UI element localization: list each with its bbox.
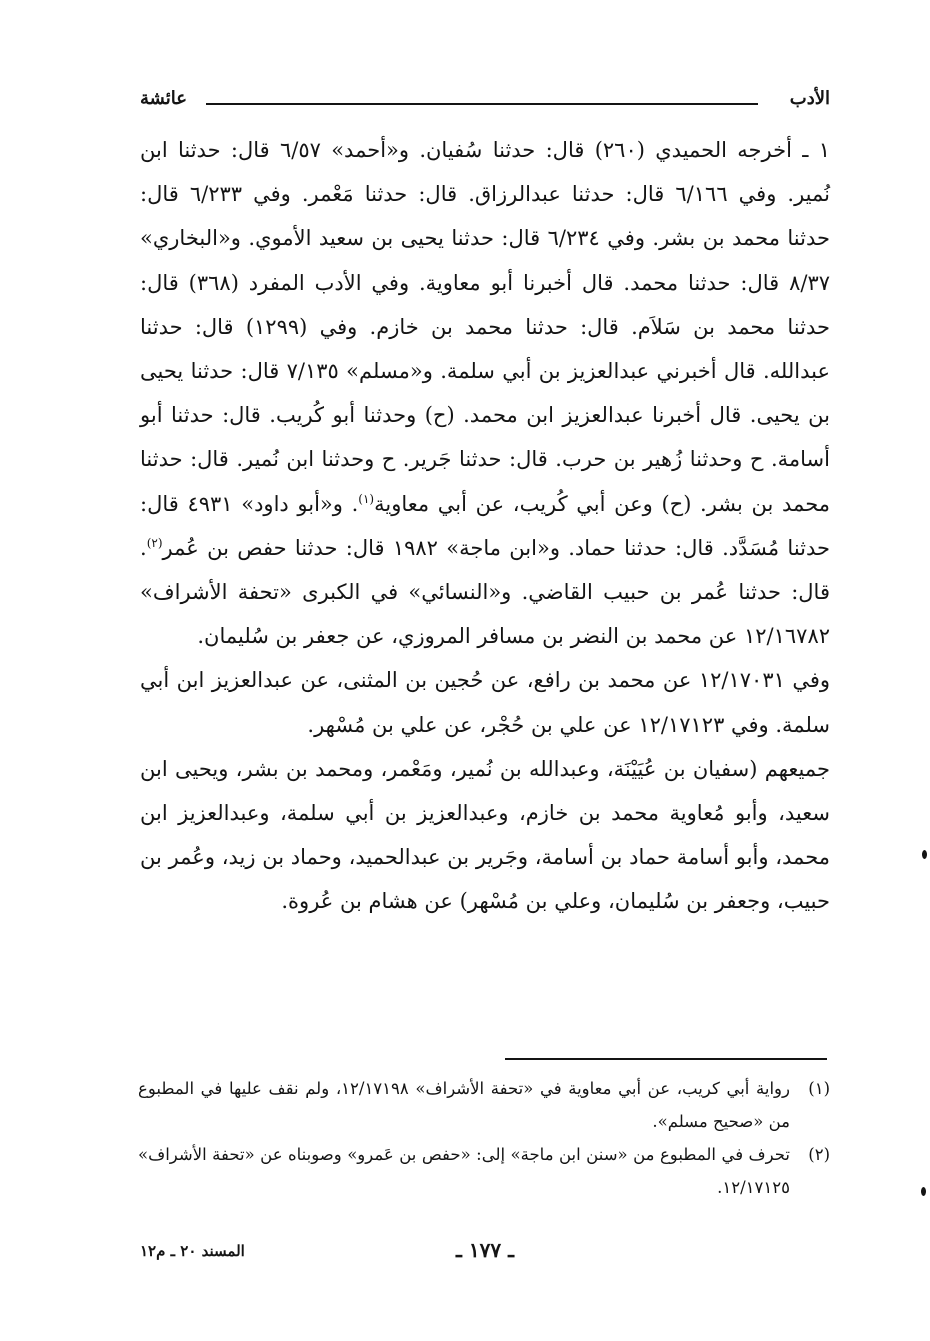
footnote-1 bbox=[138, 1072, 830, 1138]
footnote-text: تحرف في المطبوع من «سنن ابن ماجة» إلى: «حفص بن عَمرو» وصوبناه عن «تحفة الأشراف» ١٢/١٧١٢٥. bbox=[138, 1145, 790, 1197]
running-head bbox=[140, 88, 830, 122]
footnote-text: رواية أبي كريب، عن أبي معاوية في «تحفة الأشراف» ١٢/١٧١٩٨، ولم نقف عليها في المطبوع من «صحيح مسلم». bbox=[138, 1079, 790, 1131]
footnotes bbox=[138, 1072, 830, 1204]
page-number: ـ ١٧٧ ـ bbox=[456, 1238, 514, 1262]
scan-speck bbox=[921, 1187, 926, 1196]
page-footer bbox=[140, 1238, 830, 1268]
footnote-2 bbox=[138, 1138, 830, 1204]
paragraph-text: . و«أبو داود» ٤٩٣١ قال: حدثنا مُسَدَّد. قال: حدثنا حماد. و«ابن ماجة» ١٩٨٢ قال: حدثنا حفص بن عُمر bbox=[140, 491, 830, 560]
paragraph-text: . قال: حدثنا عُمر بن حبيب القاضي. و«النسائي» في الكبرى «تحفة الأشراف» ١٢/١٦٧٨٢ عن محمد بن النضر بن مسافر المروزي، عن جعفر بن سُليمان. bbox=[140, 535, 830, 649]
footnote-number: (٢) bbox=[808, 1145, 830, 1164]
main-text bbox=[140, 128, 830, 924]
hadith-paragraph-2: وفي ١٢/١٧٠٣١ عن محمد بن رافع، عن حُجين بن المثنى، عن عبدالعزيز ابن أبي سلمة. وفي ١٢/١٧١٢٣ عن علي بن حُجْر، عن علي بن مُسْهر. bbox=[140, 668, 831, 737]
hadith-paragraph-1 bbox=[140, 128, 830, 658]
footnote-separator bbox=[505, 1058, 827, 1060]
header-rule bbox=[206, 103, 758, 105]
scan-speck bbox=[922, 850, 927, 859]
footnote-number: (١) bbox=[808, 1079, 830, 1098]
chapter-title: الأدب bbox=[789, 88, 830, 109]
paragraph-text: ١ ـ أخرجه الحميدي (٢٦٠) قال: حدثنا سُفيان. و«أحمد» ٦/٥٧ قال: حدثنا ابن نُمير. وفي ٦/١٦٦ قال: حدثنا عبدالرزاق. قال: حدثنا مَعْمر. وفي ٦/٢٣٣ قال: حدثنا محمد بن بشر. وفي ٦/٢٣٤ قال: حدثنا يحيى بن سعيد الأموي. و«البخاري» ٨/٣٧ قال: حدثنا محمد. قال أخبرنا أبو معاوية. وفي الأدب المفرد (٣٦٨) قال: حدثنا محمد بن سَلاَم. قال: حدثنا محمد بن خازم. وفي (١٢٩٩) قال: حدثنا عبدالله. قال أخبرني عبدالعزيز بن أبي سلمة. و«مسلم» ٧/١٣٥ قال: حدثنا يحيى بن يحيى. قال أخبرنا عبدالعزيز ابن محمد. (ح) وحدثنا أبو كُريب. قال: حدثنا أبو أسامة. ح وحدثنا زُهير بن حرب. قال: حدثنا جَرير. ح وحدثنا ابن نُمير. قال: حدثنا محمد بن بشر. (ح) وعن أبي كُريب، عن أبي معاوية bbox=[140, 138, 831, 516]
signature-mark: المسند ٢٠ ـ م١٢ bbox=[140, 1242, 245, 1260]
section-title: عائشة bbox=[140, 88, 187, 109]
footnote-marker-2[interactable]: (٢) bbox=[146, 535, 163, 550]
footnote-marker-1[interactable]: (١) bbox=[358, 491, 375, 506]
hadith-paragraph-3: جميعهم (سفيان بن عُيَيْنَة، وعبدالله بن نُمير، ومَعْمر، ومحمد بن بشر، ويحيى ابن سعيد، وأبو مُعاوية محمد بن خازم، وعبدالعزيز بن أبي سلمة، وعبدالعزيز ابن محمد، وأبو أسامة حماد بن أسامة، وجَرير بن عبدالحميد، وحماد بن زيد، وعُمر بن حبيب، وجعفر بن سُليمان، وعلي بن مُسْهر) عن هشام بن عُروة. bbox=[140, 756, 830, 914]
